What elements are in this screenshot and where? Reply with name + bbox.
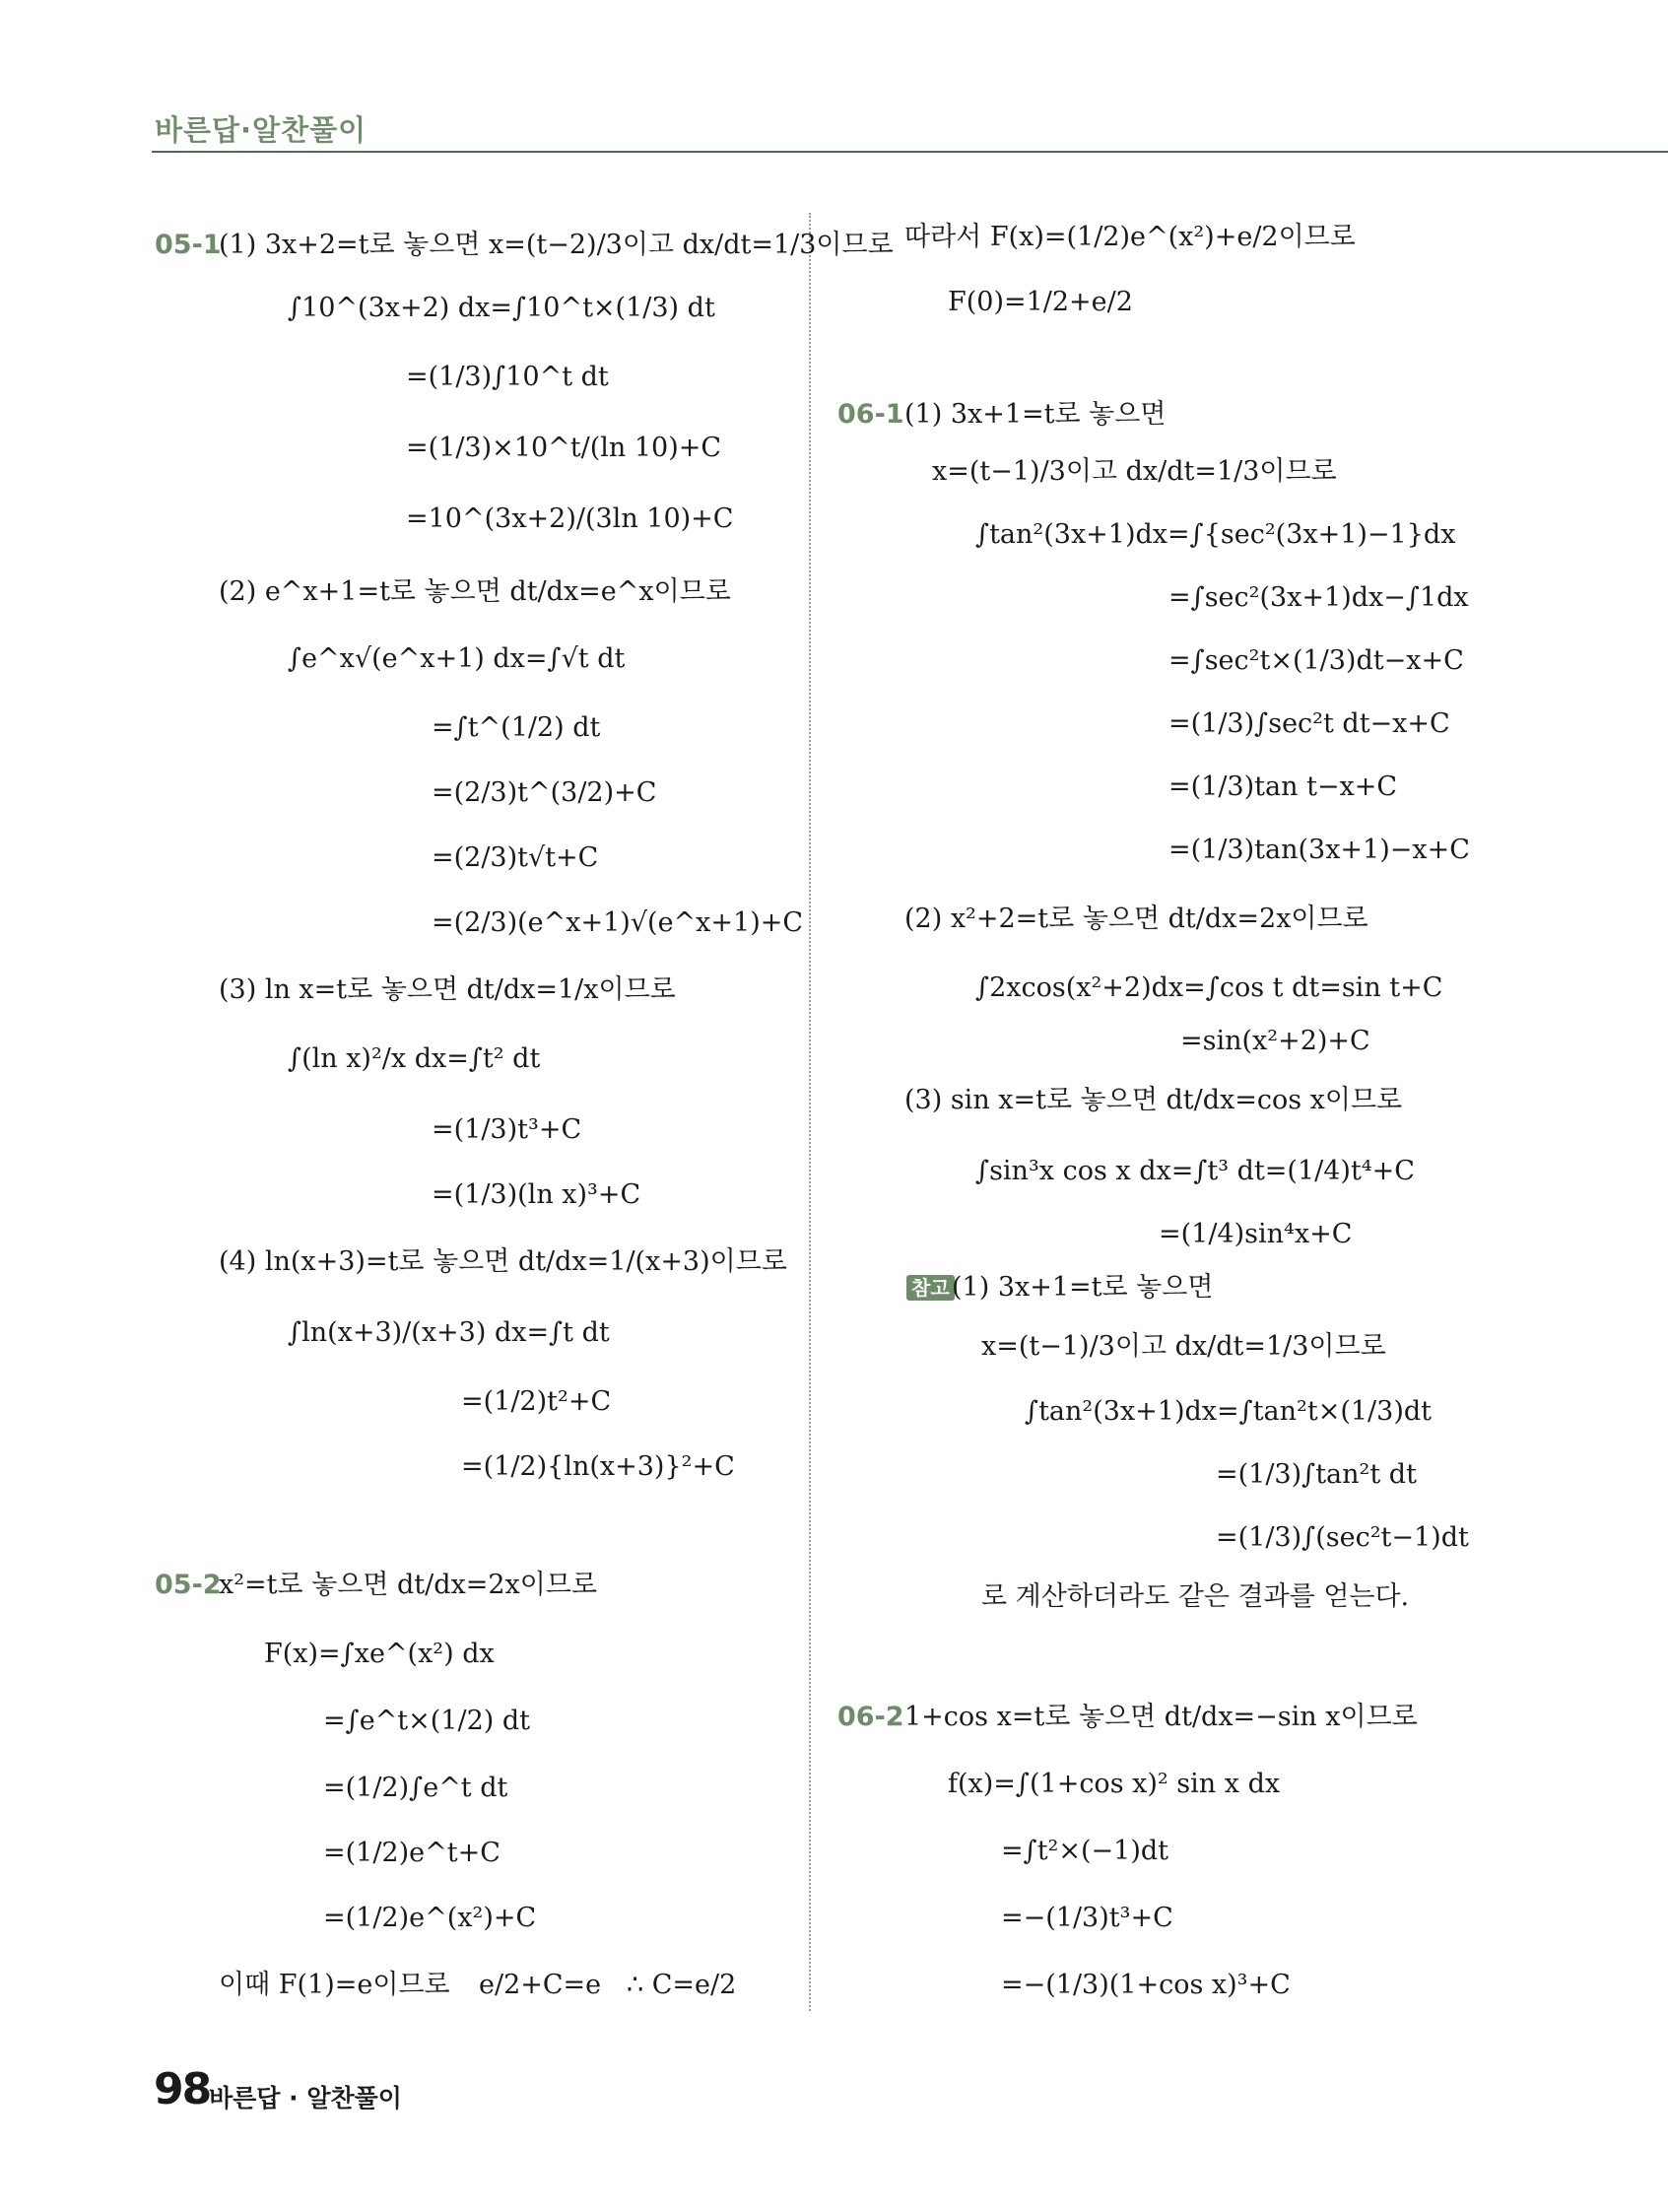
solution-line: =(1/3)∫10^t dt [406,362,609,392]
solution-line: =−(1/3)t³+C [1001,1903,1173,1933]
solution-line: =∫t^(1/2) dt [432,712,601,743]
solution-line: =−(1/3)(1+cos x)³+C [1001,1970,1291,2000]
solution-line: 이때 F(1)=e이므로 [219,1970,450,2000]
solution-line: =(1/2)t²+C [461,1386,612,1417]
note-badge: 참고 [906,1275,955,1301]
solution-line: f(x)=∫(1+cos x)² sin x dx [948,1769,1281,1799]
solution-line: (1) 3x+1=t로 놓으면 [952,1272,1214,1303]
solution-line: =(1/3)(ln x)³+C [432,1179,641,1210]
solution-line: ∴ C=e/2 [627,1970,737,2000]
solution-line: =(1/3)tan(3x+1)−x+C [1168,835,1470,865]
solution-line: 따라서 F(x)=(1/2)e^(x²)+e/2이므로 [904,222,1356,252]
solution-line: ∫sin³x cos x dx=∫t³ dt=(1/4)t⁴+C [975,1156,1415,1186]
solution-line: =∫sec²t×(1/3)dt−x+C [1168,645,1464,676]
solution-line: (1) 3x+2=t로 놓으면 x=(t−2)/3이고 dx/dt=1/3이므로 [219,230,894,260]
solution-line: F(0)=1/2+e/2 [948,287,1133,317]
solution-line: =(1/3)∫sec²t dt−x+C [1168,708,1450,739]
solution-line: =(1/3)tan t−x+C [1168,771,1398,802]
solution-line: =(1/3)∫(sec²t−1)dt [1216,1522,1469,1553]
solution-line: ∫ln(x+3)/(x+3) dx=∫t dt [288,1317,610,1348]
solution-line: =(2/3)t^(3/2)+C [432,777,657,808]
solution-line: x²=t로 놓으면 dt/dx=2x이므로 [219,1570,598,1600]
solution-line: (3) sin x=t로 놓으면 dt/dx=cos x이므로 [904,1085,1403,1115]
solution-line: 1+cos x=t로 놓으면 dt/dx=−sin x이므로 [904,1702,1418,1732]
problem-number-06-2: 06-2 [837,1702,904,1732]
solution-line: ∫tan²(3x+1)dx=∫{sec²(3x+1)−1}dx [975,519,1456,550]
solution-line: ∫tan²(3x+1)dx=∫tan²t×(1/3)dt [1025,1396,1432,1427]
solution-line: ∫(ln x)²/x dx=∫t² dt [288,1043,541,1074]
solution-line: (2) e^x+1=t로 놓으면 dt/dx=e^x이므로 [219,576,731,607]
solution-line: ∫2xcos(x²+2)dx=∫cos t dt=sin t+C [975,972,1443,1003]
footer-title: 바른답 · 알찬풀이 [209,2084,402,2112]
solution-line: =(1/3)∫tan²t dt [1216,1459,1417,1490]
solution-line: =(1/2){ln(x+3)}²+C [461,1451,735,1482]
solution-line: =(2/3)(e^x+1)√(e^x+1)+C [432,907,804,938]
solution-line: (3) ln x=t로 놓으면 dt/dx=1/x이므로 [219,974,676,1005]
problem-number-06-1: 06-1 [837,399,904,430]
solution-line: =(1/2)∫e^t dt [323,1773,508,1803]
solution-line: =sin(x²+2)+C [1180,1026,1370,1056]
solution-line: (1) 3x+1=t로 놓으면 [904,399,1167,430]
solution-line: =(1/2)e^(x²)+C [323,1903,537,1933]
page-number: 98 [154,2064,211,2114]
solution-line: ∫e^x√(e^x+1) dx=∫√t dt [288,643,626,674]
solution-line: =∫e^t×(1/2) dt [323,1706,531,1736]
solution-line: =(1/2)e^t+C [323,1838,500,1868]
solution-line: ∫10^(3x+2) dx=∫10^t×(1/3) dt [288,293,715,323]
solution-line: =(2/3)t√t+C [432,842,599,873]
solution-line: x=(t−1)/3이고 dx/dt=1/3이므로 [932,456,1337,487]
solution-line: e/2+C=e [479,1970,602,2000]
solution-line: =10^(3x+2)/(3ln 10)+C [406,503,734,534]
solution-line: =(1/4)sin⁴x+C [1159,1219,1353,1249]
solution-line: (4) ln(x+3)=t로 놓으면 dt/dx=1/(x+3)이므로 [219,1246,787,1277]
solution-line: =(1/3)×10^t/(ln 10)+C [406,433,722,463]
problem-number-05-2: 05-2 [155,1570,222,1600]
solution-line: F(x)=∫xe^(x²) dx [264,1639,495,1669]
solution-line: =∫sec²(3x+1)dx−∫1dx [1168,582,1469,613]
header-title: 바른답·알찬풀이 [155,113,367,147]
solution-line: 로 계산하더라도 같은 결과를 얻는다. [981,1581,1410,1612]
solution-line: =∫t²×(−1)dt [1001,1836,1168,1866]
solution-line: (2) x²+2=t로 놓으면 dt/dx=2x이므로 [904,904,1368,934]
problem-number-05-1: 05-1 [155,230,222,260]
solution-line: x=(t−1)/3이고 dx/dt=1/3이므로 [981,1331,1386,1362]
solution-line: =(1/3)t³+C [432,1114,582,1145]
